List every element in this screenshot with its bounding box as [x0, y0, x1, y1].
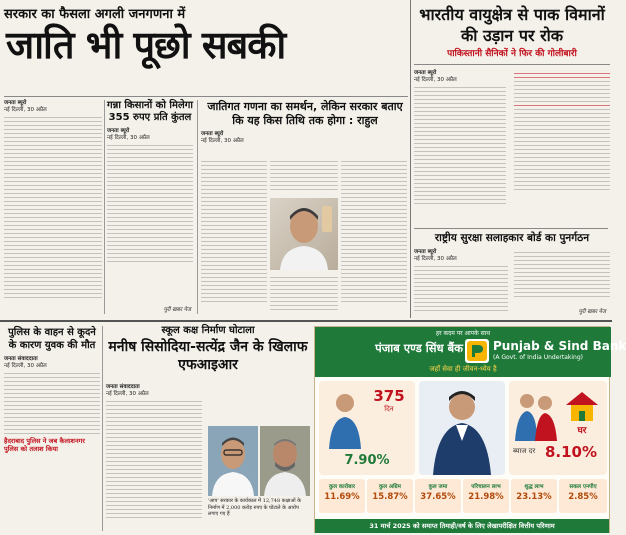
bank-footer: 31 मार्च 2025 को समाप्त तिमाही/वर्ष के लिए लेखापरीक्षित वित्तीय परिणाम — [315, 519, 609, 533]
bank-stat: सकल एनपीए 2.85% — [559, 479, 607, 513]
bank-stat: कुल कारोबार 11.69% — [319, 479, 365, 513]
nsab-dateline-agency: जनता ब्यूरो — [414, 249, 437, 255]
lead-headline: जाति भी पूछो सबकी — [6, 23, 286, 67]
nsab-headline: राष्ट्रीय सुरक्षा सलाहकार बोर्ड का पुनर्गठन — [434, 232, 590, 244]
bank-home-label: घर — [577, 426, 587, 436]
census-headline: जातिगत गणना का समर्थन, लेकिन सरकार बताए कि यह किस तिथि तक होगा : राहुल — [207, 100, 403, 127]
airspace-dateline-agency: जनता ब्यूरो — [414, 70, 437, 76]
kisan-footer: पूरी खबर पेज — [163, 307, 191, 313]
bank-offer-panel — [319, 381, 415, 475]
school-dateline-city: नई दिल्ली, 30 अप्रैल — [106, 391, 149, 397]
bank-home-panel — [509, 381, 607, 475]
kisan-story — [107, 100, 193, 318]
bank-stat: परिचालन लाभ 21.98% — [463, 479, 509, 513]
bank-ambassador-photo — [419, 381, 505, 475]
police-dateline-city: नई दिल्ली, 30 अप्रैल — [4, 363, 47, 369]
bank-offer-days-label: दिन — [384, 405, 394, 413]
bank-rate-left: 7.90% — [344, 453, 390, 468]
kisan-dateline-agency: जनता ब्यूरो — [107, 128, 130, 134]
nsab-dateline-city: नई दिल्ली, 30 अप्रैल — [414, 256, 457, 262]
bank-offer-days: 375 — [373, 387, 405, 405]
nsab-story — [414, 232, 610, 318]
airspace-story — [414, 4, 610, 224]
bank-name-en: Punjab & Sind Bank — [493, 339, 626, 353]
bank-offer-person-icon — [325, 389, 365, 449]
lead-kicker: सरकार का फैसला अगली जनगणना में — [4, 7, 186, 22]
census-dateline-city: नई दिल्ली, 30 अप्रैल — [201, 138, 244, 144]
airspace-subhead: पाकिस्तानी सैनिकों ने फिर की गोलीबारी — [447, 49, 577, 59]
school-kicker: स्कूल कक्ष निर्माण घोटाला — [161, 325, 255, 336]
sisodia-photo — [208, 426, 258, 496]
airspace-dateline-city: नई दिल्ली, 30 अप्रैल — [414, 77, 457, 83]
police-highlight: हैदराबाद पुलिस ने जब कैलाशनगर पुलिस को तलाश किया — [4, 437, 85, 453]
bank-stat: कुल अग्रिम 15.87% — [367, 479, 413, 513]
bank-rate-home-label: ब्याज दर — [513, 447, 536, 455]
nsab-footer: पूरी खबर पेज — [578, 309, 606, 315]
bank-name-hi: पंजाब एण्ड सिंध बैंक — [375, 341, 463, 355]
police-story — [4, 326, 100, 535]
school-headline: मनीष सिसोदिया-सत्येंद्र जैन के खिलाफ एफआइआर — [108, 339, 308, 373]
bank-rate-home: 8.10% — [544, 443, 598, 461]
lead-dateline-city: नई दिल्ली, 30 अप्रैल — [4, 107, 47, 113]
bank-couple-icon — [513, 389, 559, 441]
bank-logo-icon — [465, 339, 489, 363]
school-dateline-agency: जनता संवाददाता — [106, 384, 140, 390]
police-headline: पुलिस के वाहन से कूदने के कारण युवक की मौत — [8, 327, 96, 351]
bank-stat: कुल जमा 37.65% — [415, 479, 461, 513]
rahul-photo — [270, 198, 338, 270]
kisan-dateline-city: नई दिल्ली, 30 अप्रैल — [107, 135, 150, 141]
bank-tagline: हर कदम पर आपके साथ — [435, 330, 491, 337]
bank-stat: शुद्ध लाभ 23.13% — [511, 479, 557, 513]
airspace-headline: भारतीय वायुक्षेत्र से पाक विमानों की उड़ान पर रोक — [419, 5, 605, 45]
bank-ad[interactable] — [314, 326, 626, 533]
bank-house-icon — [563, 389, 601, 423]
lead-body — [4, 100, 102, 318]
bank-stats — [319, 479, 607, 515]
bank-sub-en: (A Govt. of India Undertaking) — [493, 354, 583, 361]
bank-slogan: जहाँ सेवा ही जीवन-ध्येय है — [429, 365, 497, 373]
census-dateline-agency: जनता ब्यूरो — [201, 131, 224, 137]
satyendar-photo — [260, 426, 310, 496]
police-dateline-agency: जनता संवाददाता — [4, 356, 38, 362]
kisan-headline: गन्ना किसानों को मिलेगा 355 रुपए प्रति कुंतल — [107, 100, 193, 123]
lead-dateline-agency: जनता ब्यूरो — [4, 100, 27, 106]
school-photo-caption: 'आप' सरकार के कार्यकाल में 12,748 कक्षाओं के निर्माण में 2,000 करोड़ रुपए के घोटाले के आरोप लगाए गए हैं — [208, 498, 301, 517]
